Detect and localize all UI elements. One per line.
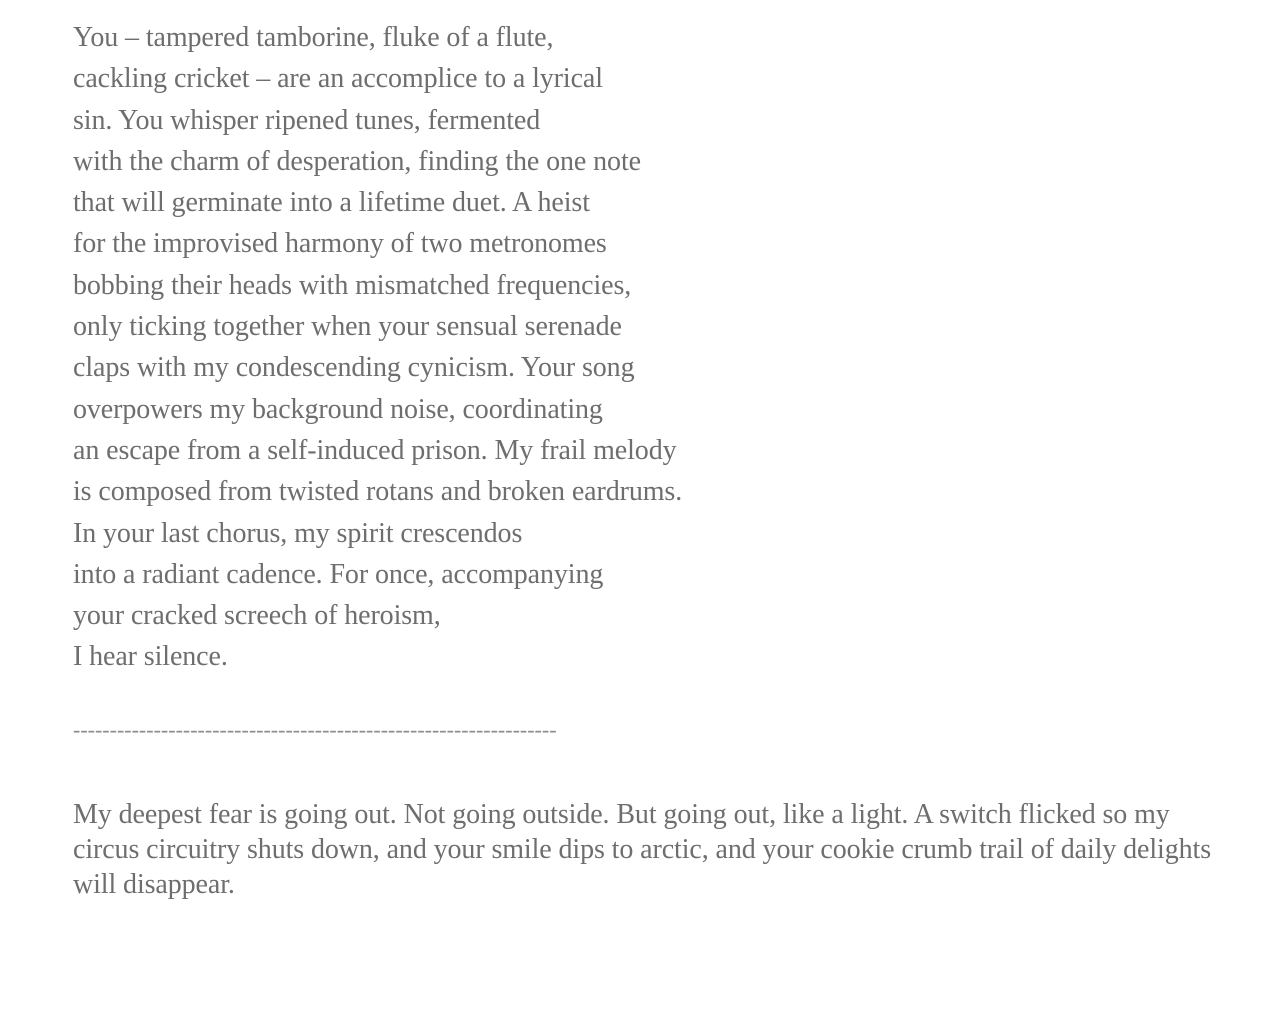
poem-line-14: into a radiant cadence. For once, accompanying [73,558,604,590]
poem-line-4: with the charm of desperation, finding the one note [73,145,641,177]
poem-line-16: I hear silence. [73,641,228,673]
prose-paragraph: My deepest fear is going out. Not going outside. But going out, like a light. A switch flicked so my circus circuitry shuts down, and your smile dips to arctic, and your cookie crumb trail of daily delights will disappear. [73,798,1212,900]
poem-line-2: cackling cricket – are an accomplice to a lyrical [73,63,603,95]
poem [73,17,1253,678]
poem-line-1: You – tampered tamborine, fluke of a flute, [73,22,554,53]
poem-line-15: your cracked screech of heroism, [73,600,441,632]
poem-line-9: claps with my condescending cynicism. Your song [73,352,635,384]
poem-line-7: bobbing their heads with mismatched frequencies, [73,269,632,301]
section-divider: ------------------------------------------------------------------ [73,717,557,742]
poem-line-13: In your last chorus, my spirit crescendos [73,517,523,549]
poem-line-6: for the improvised harmony of two metronomes [73,228,607,260]
poem-line-3: sin. You whisper ripened tunes, fermented [73,104,541,136]
poem-line-5: that will germinate into a lifetime duet. A heist [73,187,590,219]
poem-line-10: overpowers my background noise, coordinating [73,393,603,425]
poem-line-8: only ticking together when your sensual serenade [73,311,622,343]
poem-line-11: an escape from a self-induced prison. My frail melody [73,434,677,466]
poem-line-12: is composed from twisted rotans and broken eardrums. [73,476,683,508]
document-page [73,17,1253,930]
